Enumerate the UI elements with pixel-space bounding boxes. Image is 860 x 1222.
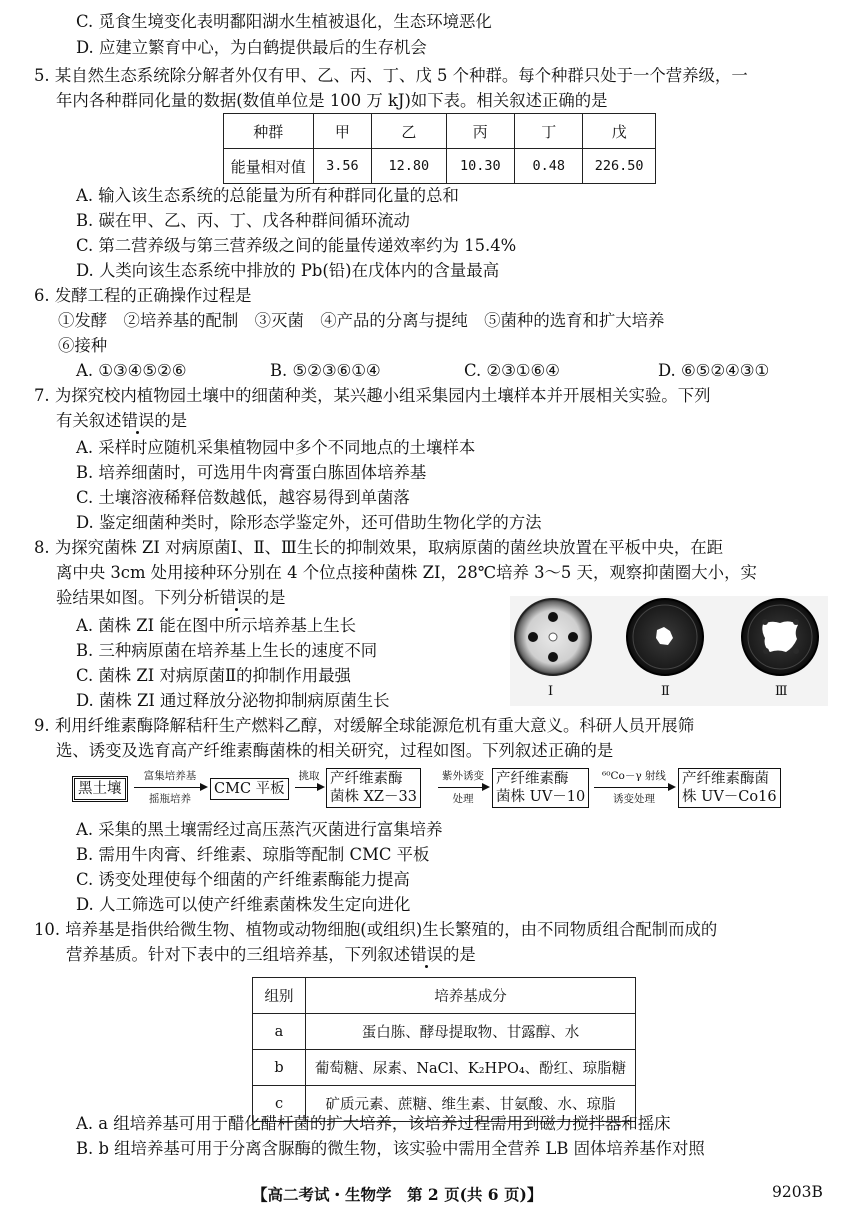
flow-label: 处理 [452,793,474,805]
plate-label-2: Ⅱ [661,684,670,699]
q6-option-c: C. ②③①⑥④ [464,361,560,380]
table-cell: 226.50 [583,149,656,184]
q10-stem-line2 [66,943,476,967]
q5-option-c: C. 第二营养级与第三营养级之间的能量传递效率约为 15.4% [76,236,517,255]
table-cell: 戊 [583,114,656,149]
petri-dish-figure [510,596,828,706]
q6-option-a: A. ①③④⑤②⑥ [76,361,187,380]
flow-label: 富集培养基 [143,770,197,782]
table-cell: c [253,1086,306,1122]
q8-option-d: D. 菌株 ZI 通过释放分泌物抑制病原菌生长 [76,691,390,710]
q9-option-b: B. 需用牛肉膏、纤维素、琼脂等配制 CMC 平板 [76,845,430,864]
table-cell: 丙 [446,114,515,149]
q8-stem-text: 的是 [252,588,286,607]
q4-option-c: C. 觅食生境变化表明鄱阳湖水生植被退化，生态环境恶化 [76,12,492,31]
q9-option-d: D. 人工筛选可以使产纤维素菌株发生定向进化 [76,895,411,914]
flow-arrow [438,787,488,788]
q8-stem-line2: 离中央 3cm 处用接种环分别在 4 个位点接种菌株 ZI，28℃培养 3～5 天，观察抑菌圈大小，实 [56,563,757,582]
q5-option-b: B. 碳在甲、乙、丙、丁、戊各种群间循环流动 [76,211,410,230]
q7-option-c: C. 土壤溶液稀释倍数越低，越容易得到单菌落 [76,488,410,507]
table-cell: 0.48 [515,149,583,184]
flow-box-line: 菌株 XZ－33 [330,789,417,805]
table-cell: 葡萄糖、尿素、NaCl、K₂HPO₄、酚红、琼脂糖 [306,1050,636,1086]
flow-label: 诱变处理 [613,793,655,805]
q9-stem-line1: 9. 利用纤维素酶降解秸秆生产燃料乙醇，对缓解全球能源危机有重大意义。科研人员开展筛 [34,716,695,735]
flow-box-line: 株 UV－Co16 [682,789,777,805]
q9-option-c: C. 诱变处理使每个细菌的产纤维素酶能力提高 [76,870,410,889]
flow-box-strain-xz33 [326,768,421,808]
q9-option-a: A. 采集的黑土壤需经过高压蒸汽灭菌进行富集培养 [76,820,443,839]
q8-option-b: B. 三种病原菌在培养基上生长的速度不同 [76,641,378,660]
q6-steps-line2: ⑥接种 [58,336,108,355]
q9-stem-line2: 选、诱变及选育高产纤维素酶菌株的相关研究，过程如图。下列叙述正确的是 [56,741,614,760]
q5-population-table [223,113,656,184]
q8-option-c: C. 菌株 ZI 对病原菌Ⅱ的抑制作用最强 [76,666,351,685]
table-cell: 甲 [313,114,372,149]
q10-medium-table [252,977,636,1122]
flow-box-line: 产纤维素酶 [330,771,403,787]
table-cell: 培养基成分 [306,978,636,1014]
q8-stem-text: 验结果如图。下列分析 [56,588,220,607]
q6-option-d: D. ⑥⑤②④③① [658,361,770,380]
table-cell: 组别 [253,978,306,1014]
table-cell: 乙 [372,114,446,149]
q8-stem-line3 [56,586,285,610]
plate-label-3: Ⅲ [775,684,788,699]
q5-option-a: A. 输入该生态系统的总能量为所有种群同化量的总和 [76,186,459,205]
q7-option-b: B. 培养细菌时，可选用牛肉膏蛋白胨固体培养基 [76,463,427,482]
q10-option-b: B. b 组培养基可用于分离含脲酶的微生物，该实验中需用全营养 LB 固体培养基作对照 [76,1139,705,1158]
q7-option-d: D. 鉴定细菌种类时，除形态学鉴定外，还可借助生物化学的方法 [76,513,542,532]
q7-stem-text: 有关叙述 [56,411,122,430]
flow-box-strain-uvco16 [678,768,781,808]
q10-option-a: A. a 组培养基可用于醋化醋杆菌的扩大培养，该培养过程需用到磁力搅拌器和摇床 [76,1114,671,1133]
q7-stem-text: 的是 [154,411,188,430]
q10-stem-text: 的是 [442,945,476,964]
emphasis-word: 错误 [219,588,253,607]
flow-box-strain-uv10 [492,768,589,808]
flow-label: 紫外诱变 [442,770,484,782]
q7-stem-line2 [56,409,187,433]
paper-code: 9203B [772,1183,823,1201]
flow-box-line: 产纤维素酶 [496,771,569,787]
emphasis-word: 错误 [121,411,155,430]
flow-box-line: 菌株 UV－10 [496,789,586,805]
table-cell: 丁 [515,114,583,149]
table-cell: 蛋白胨、酵母提取物、甘露醇、水 [306,1014,636,1050]
table-cell: 矿质元素、蔗糖、维生素、甘氨酸、水、琼脂 [306,1086,636,1122]
flow-box-line: 产纤维素酶菌 [682,771,769,787]
q8-option-a: A. 菌株 ZI 能在图中所示培养基上生长 [76,616,357,635]
table-header-row [253,978,636,1014]
q6-steps-line1: ①发酵 ②培养基的配制 ③灭菌 ④产品的分离与提纯 ⑤菌种的选育和扩大培养 [58,311,665,330]
table-cell: 10.30 [446,149,515,184]
flow-box-soil: 黑土壤 [74,778,126,800]
table-row [224,149,656,184]
flow-label: 挑取 [298,770,320,782]
q10-stem-line1: 10. 培养基是指供给微生物、植物或动物细胞(或组织)生长繁殖的，由不同物质组合配制而成的 [34,920,718,939]
q4-option-d: D. 应建立繁育中心，为白鹤提供最后的生存机会 [76,38,427,57]
table-cell: 3.56 [313,149,372,184]
page-footer: 【高二考试・生物学 第 2 页(共 6 页)】 [252,1185,543,1204]
q7-stem-line1: 7. 为探究校内植物园土壤中的细菌种类，某兴趣小组采集园内土壤样本并开展相关实验。下列 [34,386,711,405]
flow-arrow [594,787,674,788]
emphasis-word: 错误 [410,945,443,964]
q6-option-b: B. ⑤②③⑥①④ [270,361,381,380]
flow-arrow [295,787,323,788]
table-row-label: 能量相对值 [224,149,314,184]
table-row [253,1014,636,1050]
q6-stem: 6. 发酵工程的正确操作过程是 [34,286,252,305]
table-row [253,1050,636,1086]
table-cell: 12.80 [372,149,446,184]
q10-stem-text: 营养基质。针对下表中的三组培养基，下列叙述 [66,945,411,964]
flow-label: ⁶⁰Co－γ 射线 [602,770,666,782]
q7-option-a: A. 采样时应随机采集植物园中多个不同地点的土壤样本 [76,438,476,457]
table-header-row [224,114,656,149]
table-cell: b [253,1050,306,1086]
flow-label: 摇瓶培养 [149,793,191,805]
q5-stem-line2: 年内各种群同化量的数据(数值单位是 100 万 kJ)如下表。相关叙述正确的是 [56,91,608,110]
flow-box-cmc-plate: CMC 平板 [210,778,289,800]
q5-stem-line1: 5. 某自然生态系统除分解者外仅有甲、乙、丙、丁、戊 5 个种群。每个种群只处于一个营养级，一 [34,66,748,85]
table-cell: 种群 [224,114,314,149]
table-cell: a [253,1014,306,1050]
q8-stem-line1: 8. 为探究菌株 ZI 对病原菌Ⅰ、Ⅱ、Ⅲ生长的抑制效果，取病原菌的菌丝块放置在平板中央，在距 [34,538,724,557]
q5-option-d: D. 人类向该生态系统中排放的 Pb(铅)在戊体内的含量最高 [76,261,500,280]
plate-label-1: Ⅰ [548,684,554,699]
flow-arrow [134,787,206,788]
